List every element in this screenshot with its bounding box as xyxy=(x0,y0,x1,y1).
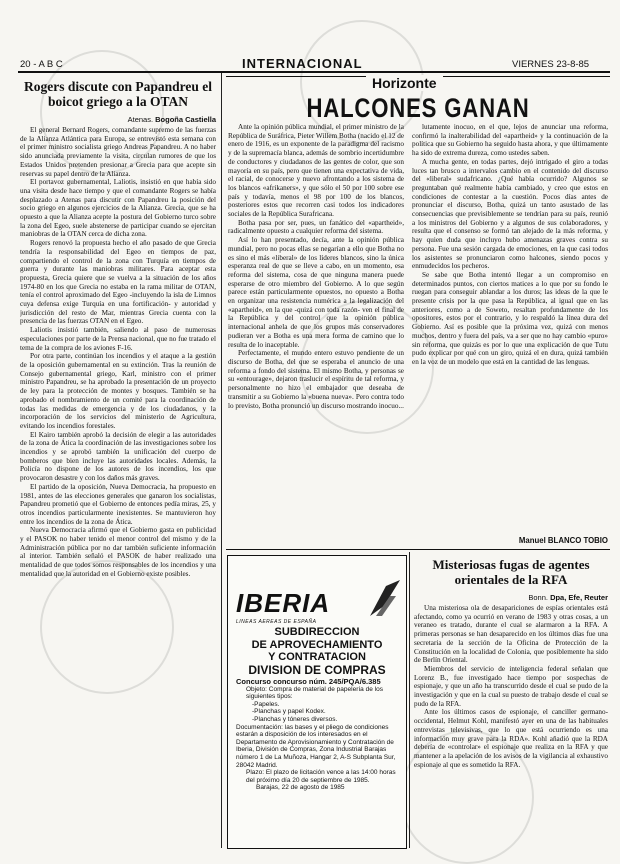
paragraph: Ante la opinión pública mundial, el primer ministro de la República de Suráfrica, Pieter Willem Botha (nacido el 12 de enero de 1916, es un exponente de la paradigma del racismo y de la supremacía blanca, además de sombrio incertidumbre de conductores y ciudadanos de las gentes de color, que son mayoría en su país, pero que tienen una expectativa de vida, el racial, de conocerse y nuevo afrontando a los sistema de los blancos «afrikaners», y que sólo el 50 por 100 sobre ese país y todavía, menos el 98 por 100 de los blancos, posteriores estos que recorren casi todos los indicadores sociales de la República Surafricana. xyxy=(228,123,404,219)
left-article-headline: Rogers discute con Papandreu el boicot griego a la OTAN xyxy=(24,79,212,109)
paragraph: Una misteriosa ola de desapariciones de espías orientales está afectando, como ya ocurrió en verano de 1983 y otras cosas, a un veraneo es tratado, durante el cual se alarmaron a la RFA. A primeras personas se han desaparecido en los últimos días fue una secretaria de la sección de la Oficina de Protección de la Constitución en la localidad de Colonia, que posiblemente ha sido de Berlín Oriental. xyxy=(414,604,608,665)
br-article-headline: Misteriosas fugas de agentes orientales de la RFA xyxy=(432,557,590,587)
ad-heading-line: DIVISION DE COMPRAS xyxy=(248,662,386,677)
paragraph: Miembros del servicio de inteligencia federal señalan que Lorenz B., fue investigado hace tiempo por sospechas de espionaje, y que un año ha transcurrido desde el cual se pudo de la investigación y que en la cual su puesto de trabajo desde el cual se pudo de la RFA. xyxy=(414,664,608,708)
column-divider xyxy=(409,552,410,848)
br-article-body xyxy=(414,604,608,846)
ad-signature: Barajas, 22 de agosto de 1985 xyxy=(256,784,345,792)
left-article-body xyxy=(20,126,216,844)
ad-docs: Documentación: las bases y el pliego de condiciones estarán a disposición de los interesados en el Departamento de Aprovisionamiento y Contratación de Iberia, División de Compras, Zona Industrial Barajas número 1 de La Muñoza, Hangar 2, A-S Subplanta Sur, 28042 Madrid. xyxy=(236,723,396,769)
byline-author: Dpa, Efe, Reuter xyxy=(550,593,608,602)
paragraph: El Kairo también aprobó la decisión de elegir a las autoridades de la zona de Ática la coordinación de las investigaciones sobre los incendios y se aprobó también la unificación del cuerpo de bomberos que bien incluye las autoridades locales. Además, la Policía no dispone de los autores de los incendios, los que provocaron desastre y con los daños más graves. xyxy=(20,430,216,483)
ad-item: -Planchas y papel Kodex. xyxy=(252,708,326,716)
ad-objeto: Objeto: Compra de material de papelería de los siguientes tipos: xyxy=(246,685,383,701)
horizonte-kicker: Horizonte xyxy=(366,75,443,91)
paragraph: Perfectamente, el mundo entero estuvo pendiente de un discurso de Botha, del que se esperaba el anuncio de una reforma a fondo del sistema. El mismo Botha, y personas se su «entourage», dejaron traslucir el espíritu de tal reforma, y personalmente no hizo el embajador que deseaba de transmitir a su Gobierno la «buena nueva». Pero contra todo lo previsto, Botha pronunció un discurso mostrando inocuo... xyxy=(228,349,404,410)
ad-heading-line: Y CONTRATACION xyxy=(268,651,366,663)
ad-heading-line: DE APROVECHAMIENTO xyxy=(251,638,383,651)
page-number: 20 - A B C xyxy=(20,59,63,70)
byline-author: Bogoña Castiella xyxy=(155,115,216,124)
br-article-byline xyxy=(414,593,608,602)
ad-heading-line: SUBDIRECCION xyxy=(274,626,360,638)
iberia-wing-icon xyxy=(366,578,402,618)
left-article-byline xyxy=(20,115,216,124)
iberia-ad xyxy=(227,555,407,849)
paragraph: Laliotis insistió también, saliendo al paso de numerosas especulaciones por parte de la Prensa nacional, que no fue tratado el tema de la compra de los aviones F-16. xyxy=(20,326,216,352)
ad-body xyxy=(236,678,400,792)
paragraph: Rogers renovó la propuesta hecho el año pasado de que Grecia tendría la responsabilidad del Egeo en tiempos de paz, compartiendo el control de la zona con Turquía en tiempos de guerra y durante las maniobras militares. Para aceptar esta propuesta, Grecia quiere que se vuelva a la situación de los años 1974-80 en los que Grecia no estaba en la rama militar de OTAN, tenía el control aproximado del Egeo -incluyendo la isla de Limnos cuya defensa exige Turquía en una fortificación- y autoridad y jurisdicción del resto de Mar, mientras Grecia cuenta con la presencia de las fuerzas OTAN en el Egeo. xyxy=(20,239,216,326)
horizonte-title: HALCONES GANAN xyxy=(306,93,530,123)
paragraph: Por otra parte, continúan los incendios y el ataque a la gestión de la oposición gubernamental en su extinción. Tras la reunión de Consejo gubernamental griego, Karl, ministro con el primer ministro Papandreu, se ha aprobado la presentación de un proyecto de ley para la protección de montes y bosques. También se ha aprobado el nombramiento de un comité para la coordinación de todas las medidas de emergencia y de los ciudadanos, y la incorporación de los servicios del ministerio de Agricultura, evitando los incendios forestales. xyxy=(20,352,216,430)
iberia-tagline: LINEAS AEREAS DE ESPAÑA xyxy=(236,619,317,625)
ad-concurso: Concurso concurso núm. 245/PQA/6.385 xyxy=(236,677,381,686)
horizonte-col1 xyxy=(228,123,404,543)
iberia-brand: IBERIA xyxy=(236,588,331,618)
page-date: VIERNES 23-8-85 xyxy=(512,59,590,70)
paragraph: Ante los últimos casos de espionaje, el canciller germano-occidental, Helmut Kohl, manifestó ayer en una de las habituales entrevistas televisivas, que lo que está ocurriendo es una información muy grave para la RDA». Kohl añadió que la RDA debería de «controlar» el espionaje que realiza en la RFA y que mantener a la apelación de los avisos de la vigilancia al exhaustivo espionaje al que es sometido la RFA. xyxy=(414,708,608,769)
ad-item: -Papeles. xyxy=(252,700,280,708)
paragraph: El portavoz gubernamental, Laliotis, insistió en que había sido una visita desde hace tiempo y que el comandante Rogers se había desplazado a Atenas para discutir con Papandreu la posición del socio griego en algunos ejercicios de la Alianza. Grecia, que se ha opuesto a que la Alianza acepte la postura del Gobierno turco sobre la zona del Egeo, suele abstenerse de participar cuando se ejercitan maniobras de la OTAN cerca de dicha zona. xyxy=(20,178,216,239)
paragraph: El general Bernard Rogers, comandante supremo de las fuerzas de la Alianza Atlántica para Europa, se entrevistó esta semana con el primer ministro socialista griego Andreas Papandreu. A no haber sido anunciada previamente la visita, circulan rumores de que los Estados Unidos pretenden presionar a Grecia para que acepte sin reservas su papel dentro de la Alianza. xyxy=(20,126,216,178)
byline-place: Atenas. xyxy=(127,115,154,124)
paragraph: Se sabe que Botha intentó llegar a un compromiso en determinados puntos, con ciertos matices a lo que por su fondo le ruegan para conseguir ablandar a los duros; las ideas de la que le presente crisis por la que pasa la República, al igual que en las anteriores, como a de Soweto, resaltan profundamente de los opositores, estos por el contrario, y lo respaldó la línea dura del Gobierno. Así es posible que la próxima vez, quizá con menos muchos, dentro y fuera del país, va a ser que no hay cambio «puro» sin reforma, que quizás es por lo que una explicación de que Tutu pudo explicar por qué con un giro, quizá el en dura, quizá también en la voz de un modelo que está en la cantidad de las lenguas. xyxy=(412,270,608,366)
section-title: INTERNACIONAL xyxy=(242,56,363,71)
horizonte-bottom-rule xyxy=(226,549,610,550)
header-rule xyxy=(18,71,610,73)
paragraph: lutamente inocuo, en el que, lejos de anunciar una reforma, confirmó la inalterabilidad del «apartheid» y la continuación de la política que su Gobierno ha seguido hasta ahora, y que últimamente ha sido de extrema dureza, como ustedes saben. xyxy=(412,123,608,158)
horizonte-col2 xyxy=(412,123,608,529)
paragraph: Nueva Democracia afirmó que el Gobierno gasta en publicidad y el PASOK no haber tenido el menor control del mismo y de la Administración pública por no dar también suficiente información al interior. También señaló el PASOK de haber realizado una mentalidad de que todos somos responsables de los incendios y una mentalidad que la autoridad en el Gobierno existe posibles. xyxy=(20,526,216,578)
horizonte-byline: Manuel BLANCO TOBIO xyxy=(518,536,608,545)
ad-heading xyxy=(228,626,406,676)
ad-plazo: Plazo: El plazo de licitación vence a las 14:00 horas del próximo día 20 de septiembre de 1985. xyxy=(246,769,396,784)
paragraph: Así lo han presentado, decía, ante la opinión pública mundial, pero no pocas ellas se negarían a ello que Botha no es sino el más «liberal» de los líderes blancos, sino la única esperanza real de que se lleve a cabo, en un momento, esa reforma del sistema, cosa de que ninguna manera puede esperarse de otro miembro del Gobierno. A lo que según parece están particularmente opuestos, no opuesto a Botha en organizar una resistencia numérica a la legalización del «apartheid», en la que -quizá con toda razón- ven el final de la República y del control que la opinión pública internacional anhela de que los grupos más conservadores pudieran ver a Botha es una mera forma de camino que lo resulta de lo inaceptable. xyxy=(228,236,404,349)
paragraph: Botha pasa por ser, pues, un fanático del «apartheid», radicalmente opuesto a cualquier reforma del sistema. xyxy=(228,218,404,236)
byline-place: Bonn. xyxy=(528,593,548,602)
paragraph: A mucha gente, en todas partes, dejó intrigado el giro a todas luces tan brusco a intervalos cambio en el contenido del discurso del «liberal» sudafricano. ¿Qué había ocurrido? Algunos se preguntaban qué realmente había cambiado, y creo que estos en condiciones de contestar a la cuestión. Pocos días antes de pronunciar el discurso, Botha, quizá un tanto asustado de las consecuencias que previsiblemente se tendrían para su país, reunió a los ministros del Gobierno y a algunos de sus colaboradores, y resulta que el consenso se formó tan alejado de la más reforma, y hay quien duda que incluyo hubo amenazas graves contra su persona. Fue una sesión cargada de emociones, en la que casi todos los asistentes se pronunciaron como halcones, siendo pocos y enmudecidos los pecheros. xyxy=(412,157,608,271)
iberia-logo xyxy=(236,588,330,625)
ad-item: -Planchas y tóneres diversos. xyxy=(252,715,338,723)
column-divider xyxy=(221,73,222,848)
paragraph: El partido de la oposición, Nueva Democracia, ha propuesto en 1981, antes de las elecciones generales que ganaron los socialistas, Papandreu prometió que el Gobierno de entonces pedía miras, 25, y otros incendios particularmente inexistentes. Se mantuvieron hoy entre los incendios de la zona de Ática. xyxy=(20,482,216,526)
